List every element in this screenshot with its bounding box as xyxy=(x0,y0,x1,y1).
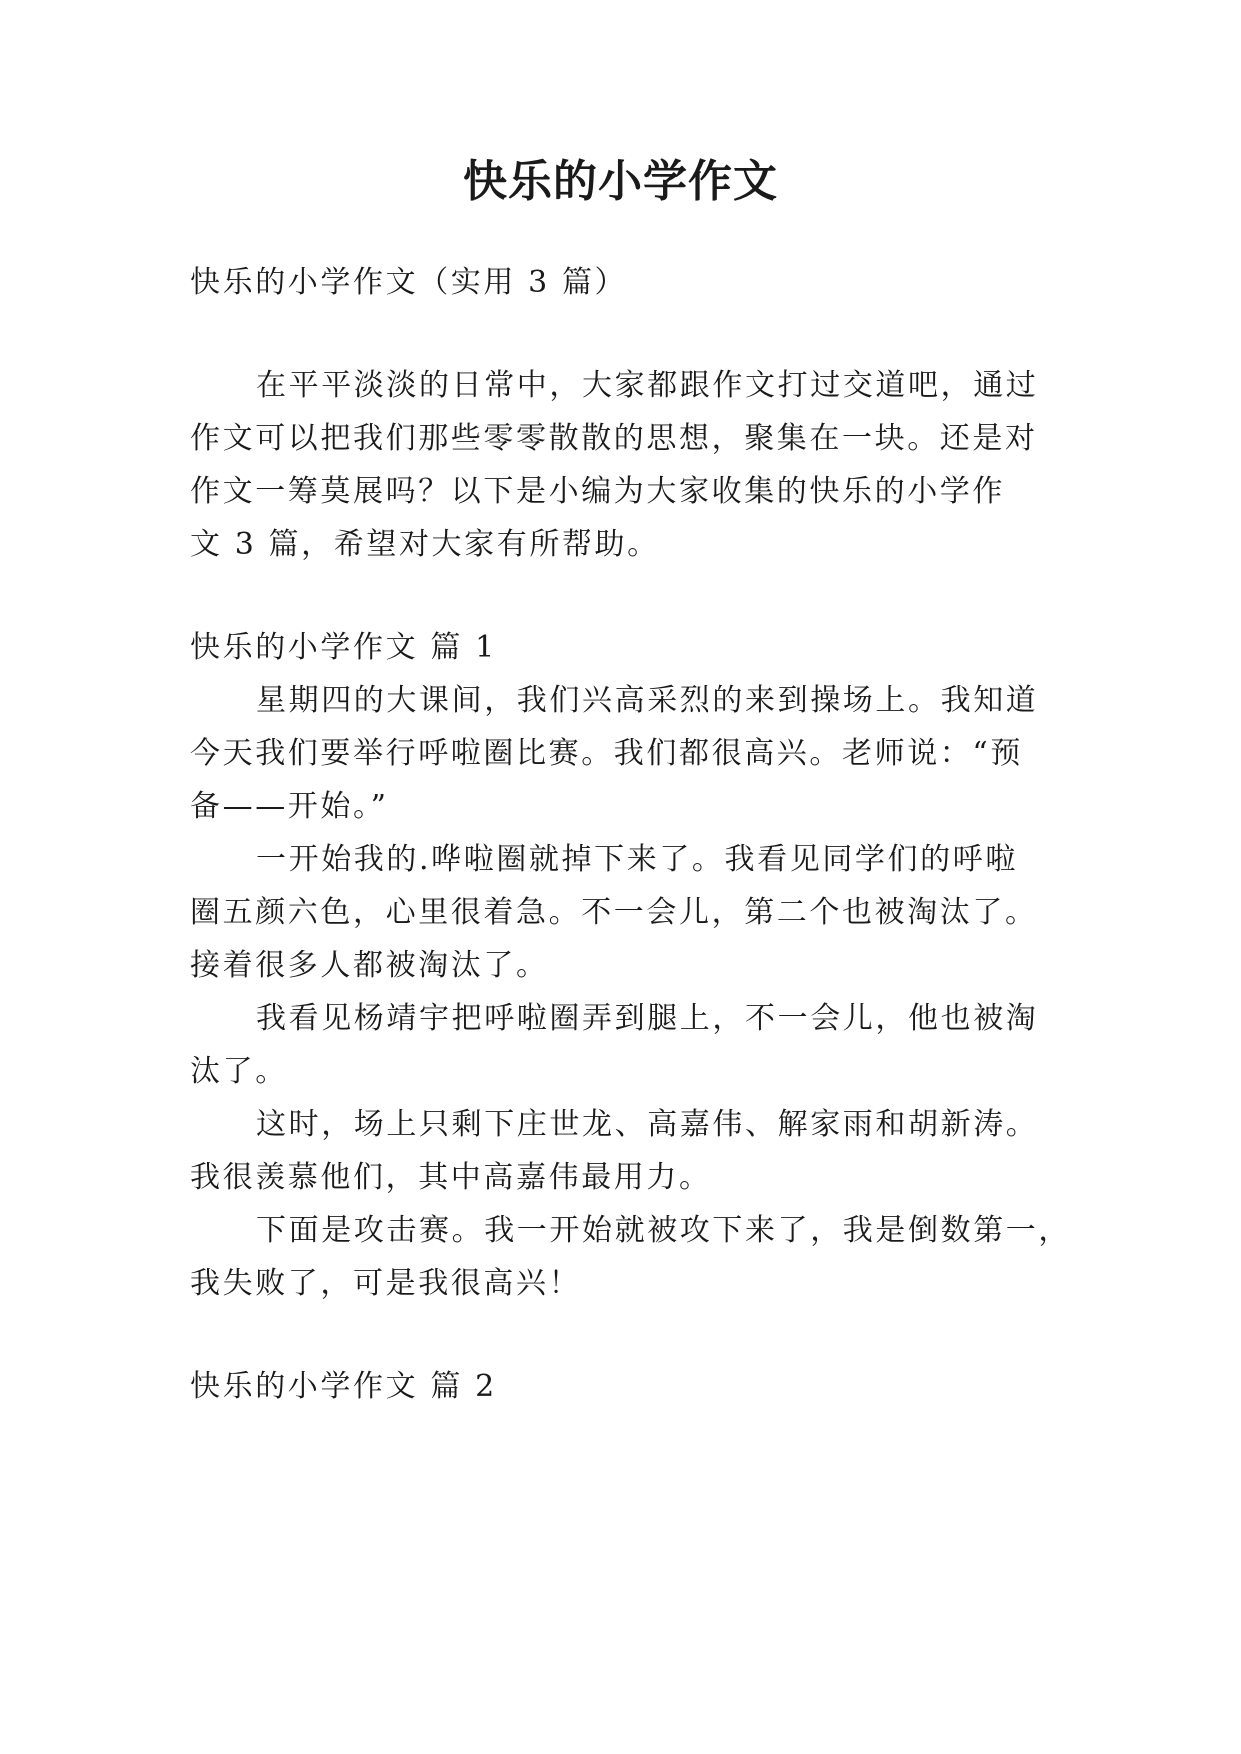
paragraph-line: 我很羡慕他们，其中高嘉伟最用力。 xyxy=(190,1160,712,1195)
intro-line: 作文一筹莫展吗？以下是小编为大家收集的快乐的小学作 xyxy=(190,474,1005,509)
paragraph-line: 我失败了，可是我很高兴！ xyxy=(190,1266,582,1301)
paragraph-line: 星期四的大课间，我们兴高采烈的来到操场上。我知道 xyxy=(256,683,1039,718)
paragraph-line: 圈五颜六色，心里很着急。不一会儿，第二个也被淘汰了。 xyxy=(190,895,1038,930)
section-heading: 快乐的小学作文 篇 2 xyxy=(190,1369,497,1404)
intro-line: 作文可以把我们那些零零散散的思想，聚集在一块。还是对 xyxy=(190,421,1038,456)
paragraph-line: 一开始我的.哗啦圈就掉下来了。我看见同学们的呼啦 xyxy=(256,842,1018,877)
paragraph-line: 这时，场上只剩下庄世龙、高嘉伟、解家雨和胡新涛。 xyxy=(256,1107,1039,1142)
paragraph-line: 备——开始。” xyxy=(190,789,389,824)
paragraph-line: 今天我们要举行呼啦圈比赛。我们都很高兴。老师说：“预 xyxy=(190,736,1023,771)
paragraph-line: 汰了。 xyxy=(190,1054,288,1089)
document-subtitle: 快乐的小学作文（实用 3 篇） xyxy=(190,265,628,300)
paragraph-line: 我看见杨靖宇把呼啦圈弄到腿上，不一会儿，他也被淘 xyxy=(256,1001,1039,1036)
paragraph-line: 接着很多人都被淘汰了。 xyxy=(190,948,549,983)
section-heading: 快乐的小学作文 篇 1 xyxy=(190,630,497,665)
intro-line: 文 3 篇，希望对大家有所帮助。 xyxy=(190,527,660,562)
paragraph-line: 下面是攻击赛。我一开始就被攻下来了，我是倒数第一， xyxy=(256,1213,1071,1248)
document-title: 快乐的小学作文 xyxy=(463,156,778,207)
intro-line: 在平平淡淡的日常中，大家都跟作文打过交道吧，通过 xyxy=(256,368,1039,403)
